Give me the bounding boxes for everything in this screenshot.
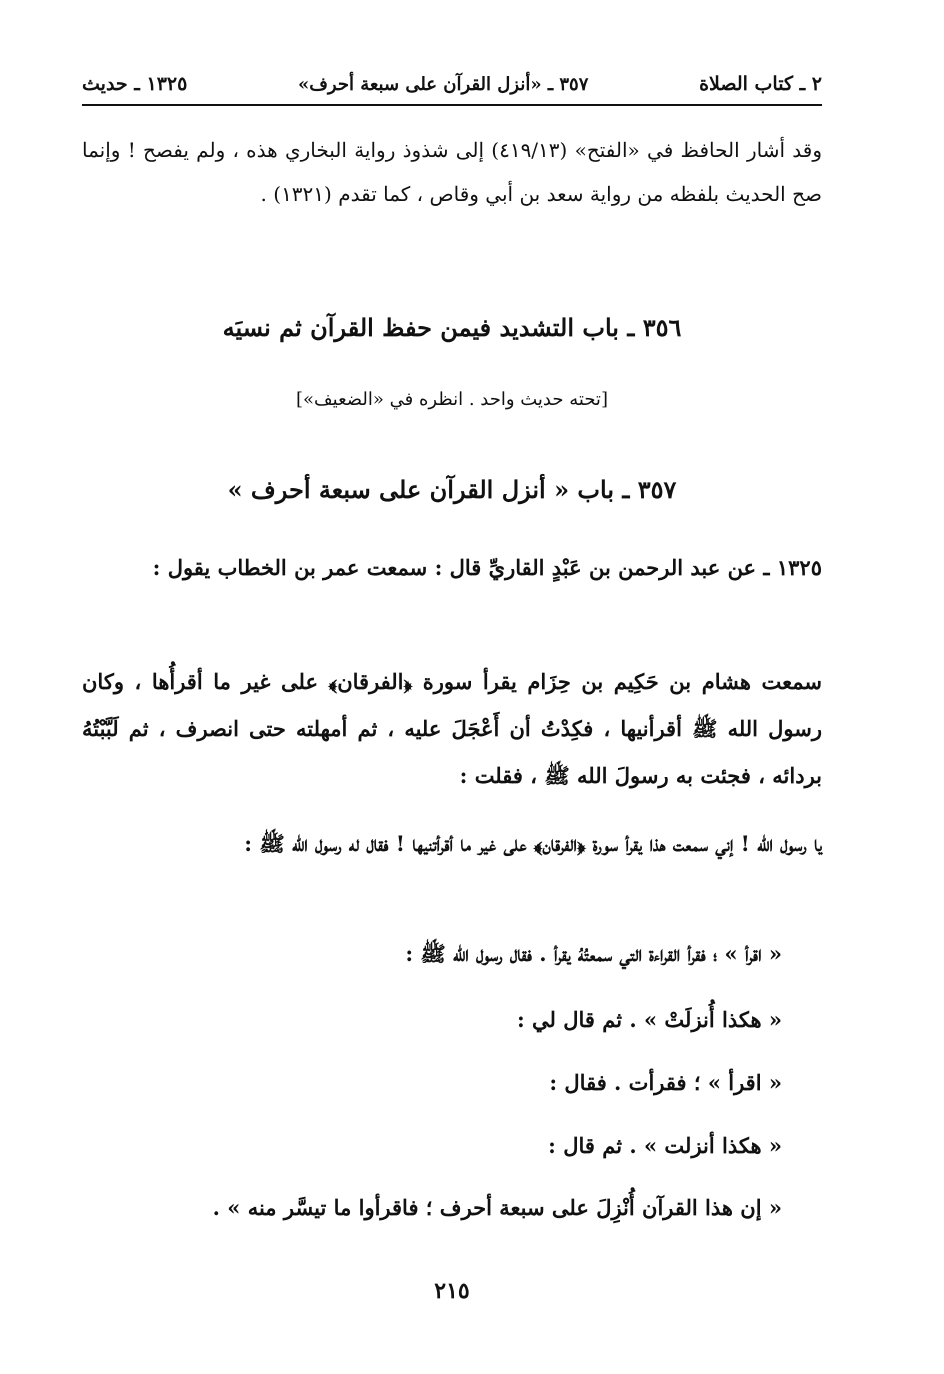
hadith-line: « هكذا أنزلت » . ثم قال : bbox=[548, 1133, 782, 1158]
header-book-title: ٢ ـ كتاب الصلاة bbox=[699, 73, 822, 95]
hadith-line: « اقرأ » ؛ فقرأ القراءة التي سمعتُهُ يقرأ . فقال رسول الله ﷺ : bbox=[405, 941, 782, 966]
hadith-paragraph-2: يا رسول الله ! إني سمعت هذا يقرأ سورة ﴿الفرقان﴾ على غير ما أقرأتنيها ! فقال له رسول الله ﷺ : bbox=[244, 831, 822, 856]
hadith-line: « هكذا أُنزلَتْ » . ثم قال لي : bbox=[516, 1007, 782, 1032]
hadith-isnad: ١٣٢٥ ـ عن عبد الرحمن بن عَبْدٍ القاريِّ قال : سمعت عمر بن الخطاب يقول : bbox=[152, 555, 822, 580]
header-divider bbox=[82, 104, 822, 106]
chapter-356-title: ٣٥٦ ـ باب التشديد فيمن حفظ القرآن ثم نسيَه bbox=[222, 313, 682, 342]
header-hadith-number: ١٣٢٥ ـ حديث bbox=[82, 73, 188, 95]
header-chapter-title: ٣٥٧ ـ «أنزل القرآن على سبعة أحرف» bbox=[297, 73, 589, 95]
chapter-356-note: [تحته حديث واحد . انظره في «الضعيف»] bbox=[296, 389, 608, 410]
book-page bbox=[82, 0, 822, 1374]
hadith-line: « إن هذا القرآن أُنْزِلَ على سبعة أحرف ؛ فاقرأوا ما تيسَّر منه » . bbox=[212, 1195, 782, 1220]
chapter-357-title: ٣٥٧ ـ باب « أنزل القرآن على سبعة أحرف » bbox=[227, 475, 677, 504]
hadith-line: « اقرأ » ؛ فقرأت . فقال : bbox=[549, 1070, 782, 1095]
hadith-paragraph-1: سمعت هشام بن حَكِيم بن حِزَام يقرأ سورة ﴿الفرقان﴾ على غير ما أقرأُها ، وكان رسول الله ﷺ أقرأنيها ، فكِدْتُ أن أَعْجَلَ عليه ، ثم أمهلته حتى انصرف ، ثم لَبَّبْتُهُ بردائه ، فجئت به رسولَ الله ﷺ ، فقلت : bbox=[82, 669, 822, 788]
intro-paragraph: وقد أشار الحافظ في «الفتح» (٤١٩/١٣) إلى شذوذ رواية البخاري هذه ، ولم يفصح ! وإنما صح الحديث بلفظه من رواية سعد بن أبي وقاص ، كما تقدم (١٣٢١) . bbox=[82, 138, 822, 206]
page-number: ٢١٥ bbox=[434, 1278, 470, 1304]
running-header bbox=[82, 68, 822, 100]
